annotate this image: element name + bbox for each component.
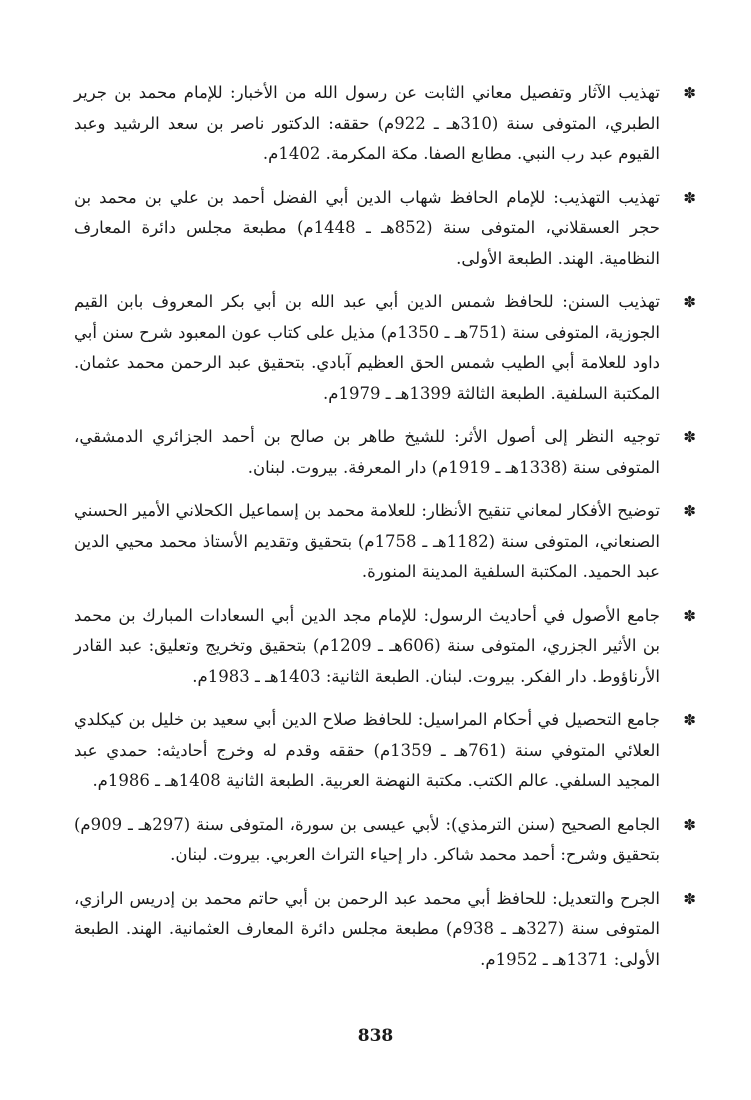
bibliography-entry [74, 183, 696, 275]
asterisk-bullet-icon: ✽ [683, 293, 696, 311]
asterisk-bullet-icon: ✽ [683, 815, 696, 834]
bibliography-entry [74, 496, 696, 588]
entry-text: جامع التحصيل في أحكام المراسيل: للحافظ صلاح الدين أبي سعيد بن خليل بن كيكلدي العلائي المتوفي سنة (761هـ ـ 1359م) حققه وقدم له وخرج أحاديثه: حمدي عبد المجيد السلفي. عالم الكتب. مكتبة النهضة العربية. الطبعة الثانية 1408هـ ـ 1986م. [74, 710, 660, 790]
entry-text: تهذيب السنن: للحافظ شمس الدين أبي عبد الله بن أبي بكر المعروف بابن القيم الجوزية، المتوفى سنة (751هـ ـ 1350م) مذيل على كتاب عون المعبود شرح سنن أبي داود للعلامة أبي الطيب شمس الحق العظيم آبادي. بتحقيق عبد الرحمن محمد عثمان. المكتبة السلفية. الطبعة الثالثة 1399هـ ـ 1979م. [74, 292, 660, 403]
bibliography-list [74, 78, 696, 988]
entry-text: الجامع الصحيح (سنن الترمذي): لأبي عيسى بن سورة، المتوفى سنة (297هـ ـ 909م) بتحقيق وشرح: أحمد محمد شاكر. دار إحياء التراث العربي. بيروت. لبنان. [74, 814, 661, 864]
bibliography-entry [74, 705, 696, 797]
asterisk-bullet-icon: ✽ [683, 889, 696, 908]
entry-text: توجيه النظر إلى أصول الأثر: للشيخ طاهر بن صالح بن أحمد الجزائري الدمشقي، المتوفى سنة (1338هـ ـ 1919م) دار المعرفة. بيروت. لبنان. [74, 427, 660, 477]
bibliography-entry [74, 601, 696, 693]
bibliography-entry [74, 287, 696, 409]
bibliography-entry [74, 884, 696, 976]
bibliography-entry [74, 810, 696, 871]
entry-text: تهذيب الآثار وتفصيل معاني الثابت عن رسول الله من الأخبار: للإمام محمد بن جرير الطبري، المتوفى سنة (310هـ ـ 922م) حققه: الدكتور ناصر بن سعد الرشيد وعبد القيوم عبد رب النبي. مطابع الصفا. مكة المكرمة. 1402م. [74, 83, 660, 163]
bibliography-entry [74, 78, 696, 170]
asterisk-bullet-icon: ✽ [683, 84, 696, 102]
entry-text: الجرح والتعديل: للحافظ أبي محمد عبد الرحمن بن أبي حاتم محمد بن إدريس الرازي، المتوفى سنة (327هـ ـ 938م) مطبعة مجلس دائرة المعارف العثمانية. الهند. الطبعة الأولى: 1371هـ ـ 1952م. [74, 888, 661, 969]
entry-text: تهذيب التهذيب: للإمام الحافظ شهاب الدين أبي الفضل أحمد بن علي بن محمد بن حجر العسقلاني، المتوفى سنة (852هـ ـ 1448م) مطبعة مجلس دائرة المعارف النظامية. الهند. الطبعة الأولى. [74, 187, 661, 268]
asterisk-bullet-icon: ✽ [683, 502, 696, 520]
bibliography-entry [74, 422, 696, 483]
asterisk-bullet-icon: ✽ [683, 711, 696, 729]
page-number: 838 [357, 1026, 394, 1046]
asterisk-bullet-icon: ✽ [683, 428, 696, 446]
asterisk-bullet-icon: ✽ [683, 188, 696, 207]
entry-text: جامع الأصول في أحاديث الرسول: للإمام مجد الدين أبي السعادات المبارك بن محمد بن الأثير الجزري، المتوفى سنة (606هـ ـ 1209م) بتحقيق وتخريج وتعليق: عبد القادر الأرناؤوط. دار الفكر. بيروت. لبنان. الطبعة الثانية: 1403هـ ـ 1983م. [74, 605, 661, 686]
entry-text: توضيح الأفكار لمعاني تنقيح الأنظار: للعلامة محمد بن إسماعيل الكحلاني الأمير الحسني الصنعاني، المتوفى سنة (1182هـ ـ 1758م) بتحقيق وتقديم الأستاذ محمد محيي الدين عبد الحميد. المكتبة السلفية المدينة المنورة. [74, 501, 660, 581]
asterisk-bullet-icon: ✽ [683, 606, 696, 625]
